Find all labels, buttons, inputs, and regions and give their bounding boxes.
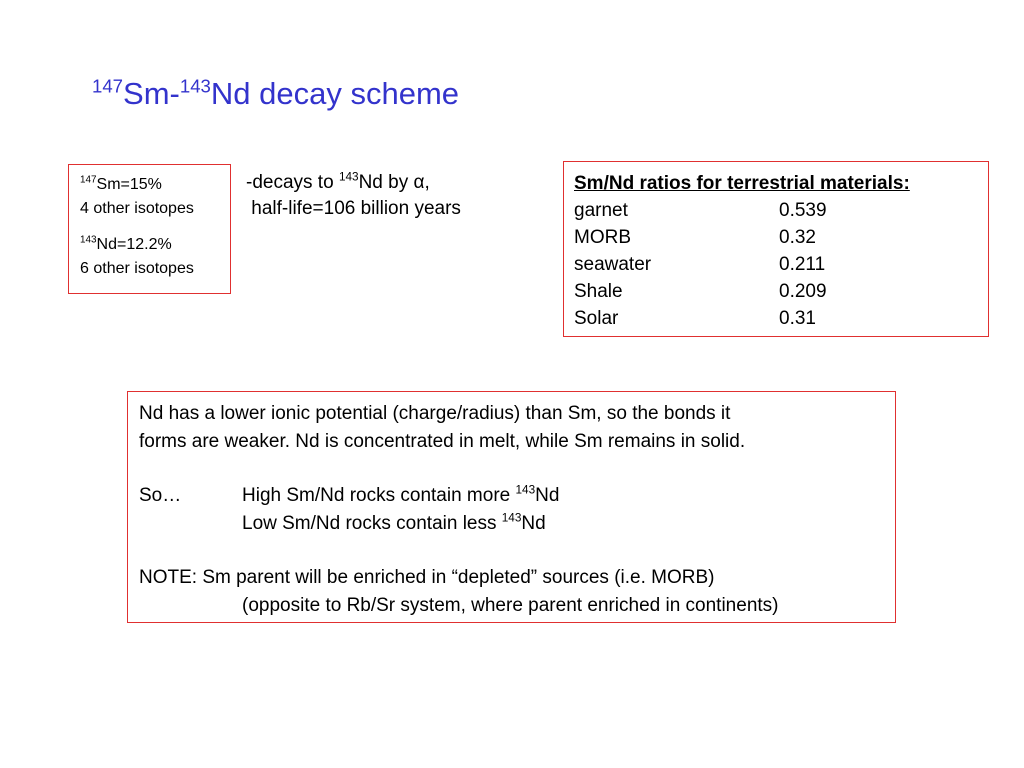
decay-line-1-prefix: -decays to	[246, 172, 339, 193]
ratio-row	[574, 278, 988, 305]
title-superscript-143: 143	[179, 75, 211, 97]
ratio-material: seawater	[574, 254, 652, 275]
ionic-potential-note-box	[127, 391, 896, 623]
note-paragraph-line-2: forms are weaker. Nd is concentrated in melt, while Sm remains in solid.	[139, 431, 746, 452]
ratio-value: 0.32	[779, 227, 816, 248]
nd-other-isotopes: 6 other isotopes	[80, 260, 194, 277]
title-text-nd: Nd decay scheme	[210, 76, 460, 111]
isotope-abundance-box	[68, 164, 231, 294]
so-line-2-suffix: Nd	[521, 513, 546, 534]
ratio-value: 0.211	[779, 254, 826, 275]
so-line-2-text: Low Sm/Nd rocks contain less	[242, 513, 502, 534]
decay-description	[246, 170, 461, 222]
sm-mass-number: 147	[80, 174, 97, 186]
sm-other-isotopes: 4 other isotopes	[80, 200, 194, 217]
ratio-value: 0.539	[779, 200, 827, 221]
note-line-2: (opposite to Rb/Sr system, where parent enriched in continents)	[242, 595, 779, 616]
slide-title	[92, 76, 459, 112]
note-line-1: NOTE: Sm parent will be enriched in “depleted” sources (i.e. MORB)	[139, 567, 715, 588]
ratio-row	[574, 305, 988, 332]
ratio-row	[574, 197, 988, 224]
so-line-1-mass-number: 143	[515, 483, 536, 497]
so-line-1-text: High Sm/Nd rocks contain more	[242, 485, 516, 506]
so-line-1-suffix: Nd	[535, 485, 560, 506]
title-superscript-147: 147	[92, 75, 124, 97]
sm-abundance	[80, 173, 230, 197]
so-label: So…	[139, 485, 182, 506]
so-line-1	[139, 482, 895, 510]
ratio-row	[574, 224, 988, 251]
so-line-2	[139, 510, 895, 538]
nd-mass-number: 143	[80, 234, 97, 246]
ratio-material: MORB	[574, 227, 631, 248]
decay-line-1-suffix: Nd by α,	[358, 172, 430, 193]
ratio-material: garnet	[574, 200, 628, 221]
ratio-material: Solar	[574, 308, 619, 329]
decay-mass-number: 143	[338, 170, 359, 184]
ratio-value: 0.209	[779, 281, 827, 302]
ratio-material: Shale	[574, 281, 623, 302]
so-line-2-mass-number: 143	[501, 511, 522, 525]
ratio-value: 0.31	[779, 308, 816, 329]
sm-nd-ratio-box	[563, 161, 989, 337]
nd-abundance-text: Nd=12.2%	[96, 236, 172, 253]
decay-line-1	[246, 170, 461, 196]
nd-abundance	[80, 233, 230, 257]
note-paragraph-line-1: Nd has a lower ionic potential (charge/radius) than Sm, so the bonds it	[139, 403, 731, 424]
ratio-row	[574, 251, 988, 278]
title-text-sm: Sm-	[123, 76, 180, 111]
half-life-line: half-life=106 billion years	[246, 198, 461, 219]
ratio-heading: Sm/Nd ratios for terrestrial materials:	[574, 173, 910, 194]
sm-abundance-text: Sm=15%	[96, 176, 162, 193]
